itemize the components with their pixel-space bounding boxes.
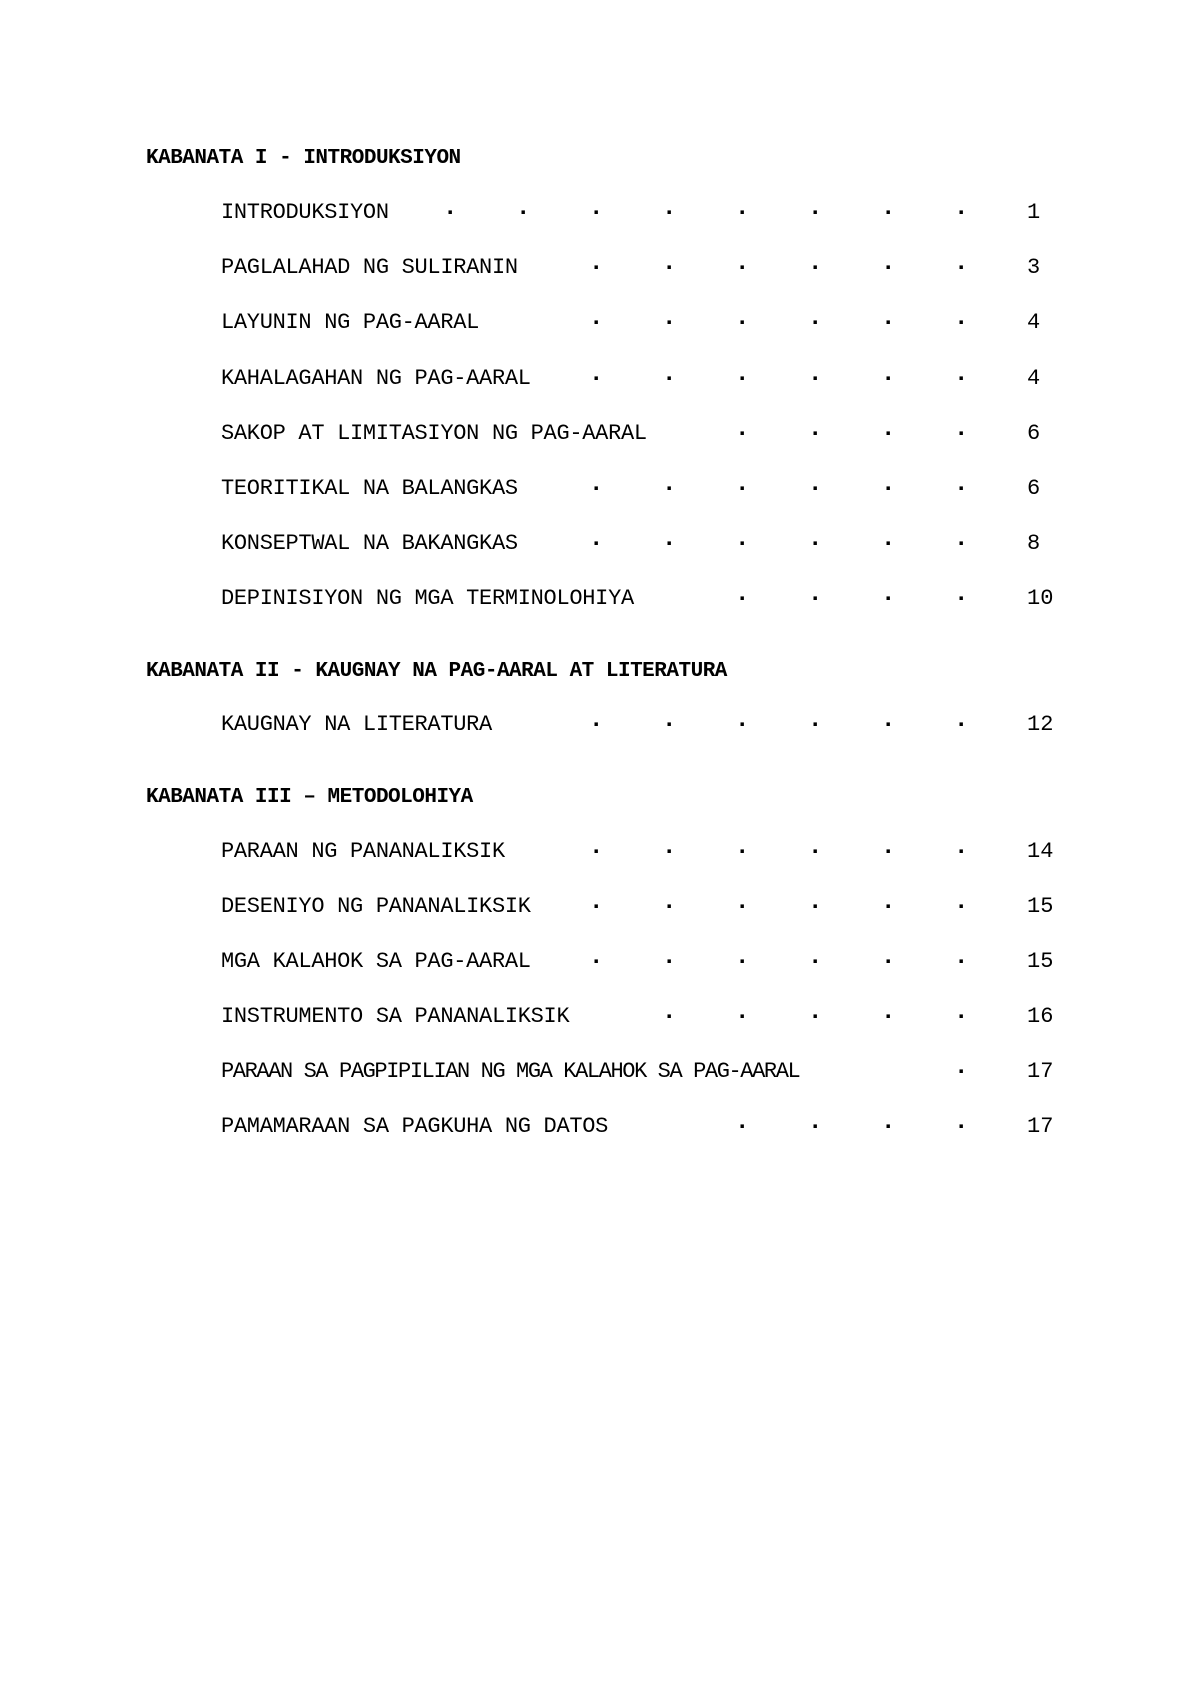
toc-entry-page: 6: [1027, 421, 1041, 446]
toc-entry: [221, 707, 1061, 738]
toc-entry-title: LAYUNIN NG PAG-AARAL: [221, 310, 480, 335]
leader-dot: .: [808, 361, 823, 388]
leader-dot: .: [662, 250, 677, 277]
toc-entry-page: 3: [1027, 255, 1041, 280]
leader-dot: .: [735, 471, 750, 498]
leader-dot: .: [735, 1109, 750, 1136]
leader-dot: .: [954, 834, 969, 861]
leader-dot: .: [589, 834, 604, 861]
toc-entry-title: KAUGNAY NA LITERATURA: [221, 712, 492, 737]
leader-dot: .: [881, 471, 896, 498]
leader-dot: .: [954, 471, 969, 498]
leader-dot: .: [954, 889, 969, 916]
leader-dot: .: [662, 889, 677, 916]
toc-entry-title: PAMAMARAAN SA PAGKUHA NG DATOS: [221, 1114, 609, 1139]
leader-dot: .: [954, 944, 969, 971]
leader-dot: .: [881, 195, 896, 222]
leader-dot: .: [881, 526, 896, 553]
leader-dot: .: [662, 305, 677, 332]
toc-entry-title: DEPINISIYON NG MGA TERMINOLOHIYA: [221, 586, 634, 611]
leader-dot: .: [735, 944, 750, 971]
leader-dot: .: [662, 361, 677, 388]
leader-dot: .: [954, 526, 969, 553]
leader-dot: .: [954, 1109, 969, 1136]
leader-dot: .: [954, 1054, 969, 1081]
toc-entry: [221, 361, 1061, 392]
leader-dot: .: [735, 707, 750, 734]
leader-dot: .: [589, 195, 604, 222]
toc-entry: [221, 581, 1061, 612]
leader-dot: .: [662, 707, 677, 734]
leader-dot: .: [589, 361, 604, 388]
leader-dot: .: [881, 1109, 896, 1136]
leader-dot: .: [881, 305, 896, 332]
leader-dot: .: [881, 250, 896, 277]
leader-dot: .: [516, 195, 531, 222]
leader-dot: .: [662, 944, 677, 971]
leader-dot: .: [954, 581, 969, 608]
leader-dot: .: [954, 250, 969, 277]
toc-entry: [221, 1054, 1061, 1085]
toc-entry-page: 16: [1027, 1004, 1054, 1029]
toc-entry-title: INSTRUMENTO SA PANANALIKSIK: [221, 1004, 570, 1029]
leader-dot: .: [808, 195, 823, 222]
leader-dot: .: [735, 889, 750, 916]
leader-dot: .: [808, 834, 823, 861]
chapter-3-heading: KABANATA III – METODOLOHIYA: [146, 786, 473, 809]
toc-entry-page: 1: [1027, 200, 1041, 225]
leader-dot: .: [954, 361, 969, 388]
leader-dot: .: [808, 471, 823, 498]
toc-entry-page: 15: [1027, 894, 1054, 919]
leader-dot: .: [881, 944, 896, 971]
toc-entry-page: 17: [1027, 1114, 1054, 1139]
toc-entry: [221, 416, 1061, 447]
leader-dot: .: [881, 834, 896, 861]
leader-dot: .: [808, 416, 823, 443]
leader-dot: .: [881, 889, 896, 916]
leader-dot: .: [735, 195, 750, 222]
toc-entry-title: TEORITIKAL NA BALANGKAS: [221, 476, 518, 501]
toc-entry-page: 15: [1027, 949, 1054, 974]
leader-dot: .: [954, 195, 969, 222]
leader-dot: .: [662, 526, 677, 553]
leader-dot: .: [808, 999, 823, 1026]
toc-entry: [221, 195, 1061, 226]
leader-dot: .: [954, 707, 969, 734]
leader-dot: .: [589, 889, 604, 916]
toc-entry-title: KAHALAGAHAN NG PAG-AARAL: [221, 366, 531, 391]
leader-dot: .: [954, 305, 969, 332]
toc-entry-title: KONSEPTWAL NA BAKANGKAS: [221, 531, 518, 556]
leader-dot: .: [735, 305, 750, 332]
toc-entry-page: 17: [1027, 1059, 1054, 1084]
leader-dot: .: [954, 416, 969, 443]
leader-dot: .: [808, 305, 823, 332]
leader-dot: .: [808, 1109, 823, 1136]
leader-dot: .: [735, 834, 750, 861]
toc-entry: [221, 526, 1061, 557]
leader-dot: .: [735, 999, 750, 1026]
toc-entry-title: INTRODUKSIYON: [221, 200, 389, 225]
leader-dot: .: [808, 581, 823, 608]
chapter-1-heading: KABANATA I - INTRODUKSIYON: [146, 147, 461, 170]
toc-entry: [221, 944, 1061, 975]
toc-entry-page: 8: [1027, 531, 1041, 556]
leader-dot: .: [808, 526, 823, 553]
toc-entry: [221, 889, 1061, 920]
leader-dot: .: [808, 707, 823, 734]
leader-dot: .: [735, 581, 750, 608]
leader-dot: .: [808, 944, 823, 971]
leader-dot: .: [443, 195, 458, 222]
toc-entry: [221, 471, 1061, 502]
toc-entry: [221, 999, 1061, 1030]
toc-entry: [221, 305, 1061, 336]
toc-entry-title: MGA KALAHOK SA PAG-AARAL: [221, 949, 531, 974]
leader-dot: .: [662, 471, 677, 498]
leader-dot: .: [589, 471, 604, 498]
leader-dot: .: [808, 889, 823, 916]
leader-dot: .: [589, 944, 604, 971]
toc-entry: [221, 250, 1061, 281]
toc-entry-page: 12: [1027, 712, 1054, 737]
toc-entry: [221, 834, 1061, 865]
toc-entry-title: PARAAN SA PAGPIPILIAN NG MGA KALAHOK SA PAG-AARAL: [221, 1059, 800, 1084]
toc-entry-page: 4: [1027, 366, 1041, 391]
leader-dot: .: [662, 999, 677, 1026]
toc-entry-title: PARAAN NG PANANALIKSIK: [221, 839, 505, 864]
leader-dot: .: [881, 361, 896, 388]
chapter-2-heading: KABANATA II - KAUGNAY NA PAG-AARAL AT LITERATURA: [146, 660, 727, 683]
leader-dot: .: [881, 707, 896, 734]
toc-entry-title: DESENIYO NG PANANALIKSIK: [221, 894, 531, 919]
leader-dot: .: [735, 526, 750, 553]
leader-dot: .: [881, 416, 896, 443]
leader-dot: .: [735, 361, 750, 388]
leader-dot: .: [589, 250, 604, 277]
leader-dot: .: [589, 526, 604, 553]
leader-dot: .: [589, 707, 604, 734]
leader-dot: .: [954, 999, 969, 1026]
toc-entry: [221, 1109, 1061, 1140]
leader-dot: .: [881, 999, 896, 1026]
toc-entry-page: 4: [1027, 310, 1041, 335]
leader-dot: .: [808, 250, 823, 277]
leader-dot: .: [589, 305, 604, 332]
leader-dot: .: [662, 195, 677, 222]
leader-dot: .: [662, 834, 677, 861]
toc-entry-page: 6: [1027, 476, 1041, 501]
leader-dot: .: [881, 581, 896, 608]
toc-entry-title: SAKOP AT LIMITASIYON NG PAG-AARAL: [221, 421, 647, 446]
leader-dot: .: [735, 250, 750, 277]
leader-dot: .: [735, 416, 750, 443]
toc-entry-page: 10: [1027, 586, 1054, 611]
toc-entry-title: PAGLALAHAD NG SULIRANIN: [221, 255, 518, 280]
toc-entry-page: 14: [1027, 839, 1054, 864]
